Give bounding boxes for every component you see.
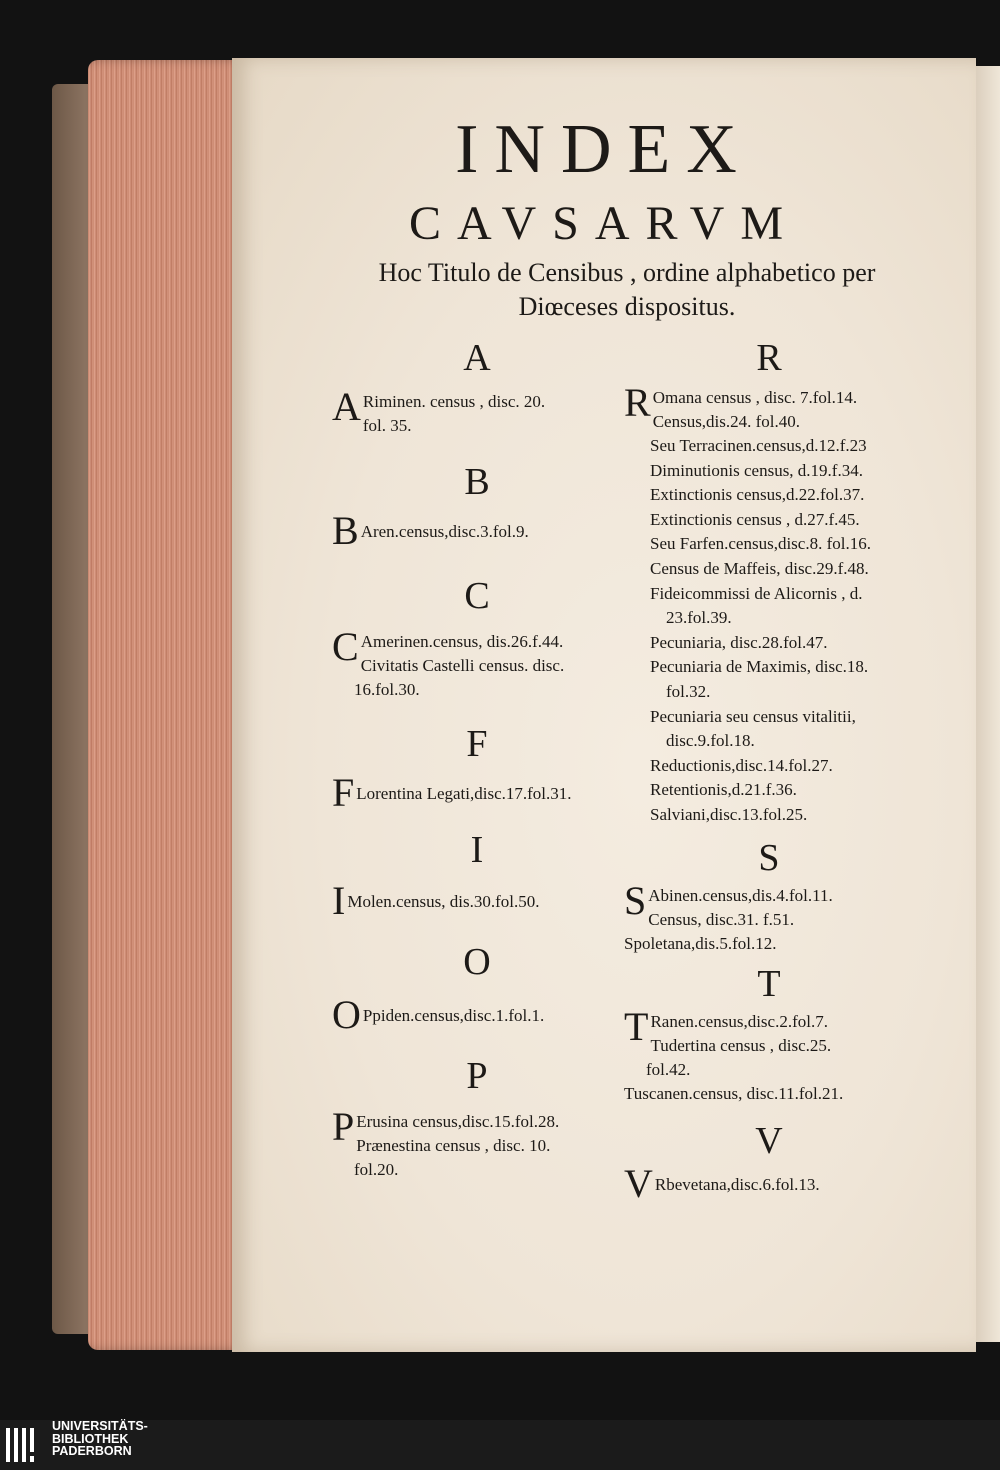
entry-line: Riminen. census , disc. 20. (362, 392, 546, 411)
entry-line: Molen.census, dis.30.fol.50. (347, 892, 540, 911)
drop-initial: F (332, 770, 355, 815)
library-logo-icon (4, 1424, 44, 1468)
sub-entries (624, 434, 914, 828)
section-letter: F (466, 723, 488, 765)
entry-line: Census de Maffeis, disc.29.f.48. (650, 558, 869, 578)
logo-line: UNIVERSITÄTS- (52, 1419, 148, 1433)
entry-line: Pecuniaria de Maximis, disc.18. (650, 657, 869, 677)
entry-line: Lorentina Legati,disc.17.fol.31. (356, 784, 572, 803)
entry-line: Aren.census,disc.3.fol.9. (360, 522, 529, 541)
entry-line: Census, disc.31. f.51. (648, 909, 795, 929)
entry-line: disc.9.fol.18. (666, 731, 755, 751)
drop-initial: B (332, 508, 359, 553)
entry-line: Salviani,disc.13.fol.25. (650, 804, 808, 824)
section-letter: S (758, 836, 780, 879)
entry-line: Spoletana,dis.5.fol.12. (624, 933, 777, 953)
drop-initial: T (624, 1004, 649, 1050)
entry-line: Rbevetana,disc.6.fol.13. (654, 1174, 820, 1194)
entry-line: fol.20. (354, 1160, 399, 1179)
drop-initial: S (624, 877, 647, 923)
section-letter: V (755, 1119, 783, 1162)
entry-line: Civitatis Castelli census. disc. (360, 656, 565, 675)
index-entry (332, 384, 622, 438)
entry-line: Erusina census,disc.15.fol.28. (356, 1112, 560, 1131)
entry-line: Fideicommissi de Alicornis , d. (650, 583, 863, 603)
entry-line: Extinctionis census,d.22.fol.37. (650, 485, 865, 505)
entry-line: Seu Terracinen.census,d.12.f.23 (650, 436, 867, 455)
entry-line: 23.fol.39. (666, 608, 732, 628)
index-entry (624, 380, 914, 434)
entry-line: Extinctionis census , d.27.f.45. (650, 509, 860, 529)
left-column (332, 336, 622, 1182)
index-entry (332, 1104, 622, 1182)
drop-initial: C (332, 624, 359, 669)
entry-line: Prænestina census , disc. 10. (356, 1136, 551, 1155)
entry-line: Pecuniaria, disc.28.fol.47. (650, 632, 828, 652)
index-entry (332, 878, 622, 923)
subtitle-line: Hoc Titulo de Censibus , ordine alphabetico per (378, 258, 876, 287)
entry-line: Tuscanen.census, disc.11.fol.21. (624, 1084, 844, 1104)
page-edges (88, 60, 246, 1350)
drop-initial: P (332, 1104, 355, 1149)
index-entry (624, 877, 914, 932)
entry-line: Abinen.census,dis.4.fol.11. (648, 885, 833, 905)
drop-initial: A (332, 384, 361, 429)
index-entry (624, 1160, 914, 1206)
drop-initial: R (624, 380, 651, 425)
entry-line: 16.fol.30. (354, 680, 420, 699)
index-entry (624, 1004, 914, 1082)
right-column (624, 336, 914, 1206)
book-page (232, 58, 976, 1352)
section-letter: P (466, 1055, 488, 1097)
title-causarum: CAVSARVM (408, 197, 800, 250)
index-entry (332, 624, 622, 702)
entry-line: Ppiden.census,disc.1.fol.1. (362, 1006, 545, 1025)
drop-initial: O (332, 992, 361, 1037)
entry-line: Pecuniaria seu census vitalitii, (650, 706, 856, 726)
index-entry (332, 992, 622, 1037)
section-letter: O (463, 941, 491, 983)
entry-line: Tudertina census , disc.25. (650, 1036, 832, 1056)
entry-line: fol.32. (666, 681, 711, 701)
entry-line: Ranen.census,disc.2.fol.7. (650, 1012, 828, 1032)
entry-line: Diminutionis census, d.19.f.34. (650, 460, 863, 480)
section-letter: T (757, 963, 781, 1006)
entry-line: Reductionis,disc.14.fol.27. (650, 755, 833, 775)
entry-line: Seu Farfen.census,disc.8. fol.16. (650, 534, 871, 554)
entry-line: Omana census , disc. 7.fol.14. (652, 388, 858, 407)
section-letter: A (463, 337, 491, 379)
drop-initial: V (624, 1160, 653, 1206)
subtitle-line: Diœceses dispositus. (518, 292, 736, 321)
entry-line: fol. 35. (362, 416, 412, 435)
subtitle (332, 256, 922, 324)
section-letter: I (470, 829, 484, 871)
next-page-edge (972, 66, 1000, 1342)
entry-line: fol.42. (646, 1060, 691, 1080)
library-logo-text (52, 1420, 148, 1458)
logo-line: BIBLIOTHEK (52, 1431, 129, 1446)
section-letter: B (464, 461, 490, 503)
index-entry (332, 770, 622, 815)
drop-initial: I (332, 878, 346, 923)
entry-line: Retentionis,d.21.f.36. (650, 780, 797, 800)
logo-line: PADERBORN (52, 1444, 132, 1458)
entry-line: Amerinen.census, dis.26.f.44. (360, 632, 564, 651)
footer-bar (0, 1420, 1000, 1470)
title-index: INDEX (455, 111, 753, 188)
section-letter: R (756, 337, 782, 379)
entry-line: Census,dis.24. fol.40. (652, 412, 801, 431)
section-letter: C (464, 575, 490, 617)
index-entry (332, 508, 622, 553)
